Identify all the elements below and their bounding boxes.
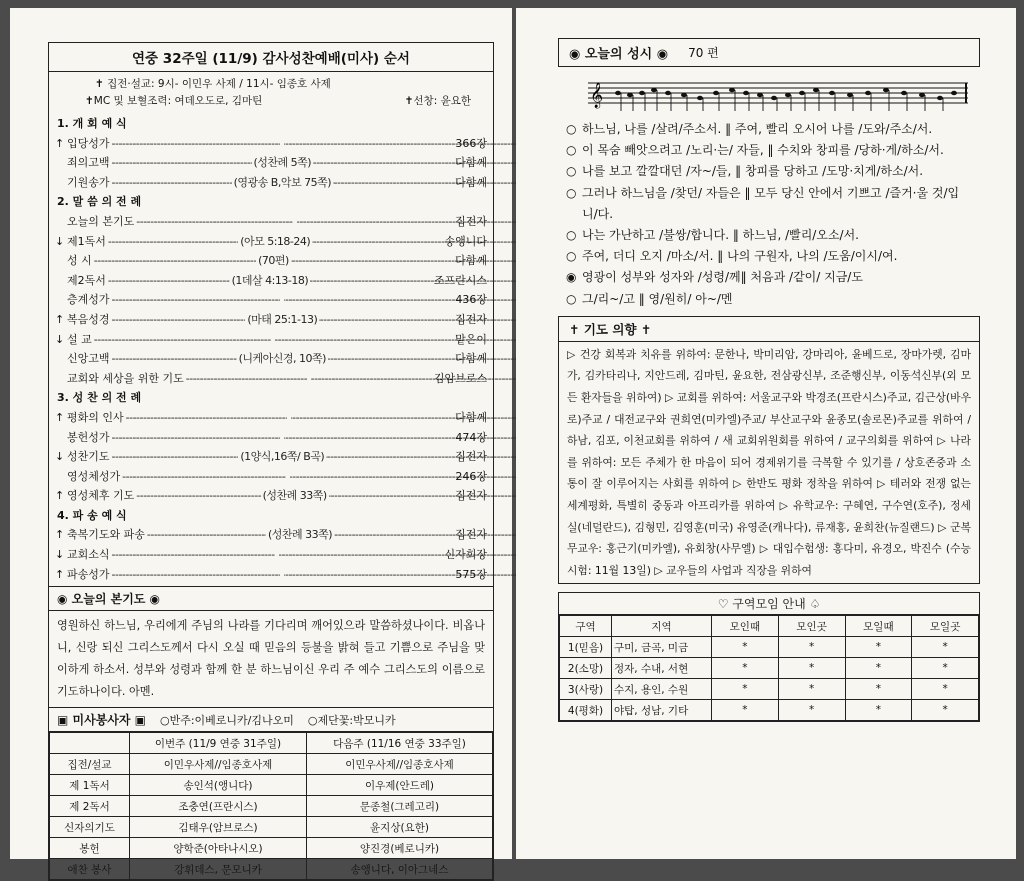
table-cell: 4(평화) <box>560 700 612 721</box>
item-note <box>287 408 291 428</box>
group-col-header: 모인곳 <box>778 616 845 637</box>
table-cell: 조충연(프란시스) <box>130 796 307 817</box>
table-cell: 양진경(베로니카) <box>306 838 492 859</box>
item-note: ----- (영광송 B,악보 75쪽) <box>232 173 333 193</box>
psalm-title: ◉ 오늘의 성시 ◉ <box>569 47 669 62</box>
item-value: 집전자 <box>455 214 487 228</box>
order-item <box>55 290 487 310</box>
item-name: 파송성가 <box>67 567 110 581</box>
verse-text: 나는 가난하고 /불쌍/합니다. ‖ 하느님, /빨리/오소/서. <box>582 228 859 243</box>
section-heading: 2. 말 씀 의 전 례 <box>57 195 142 209</box>
table-cell: 애찬 봉사 <box>50 859 130 880</box>
table-cell: * <box>912 679 979 700</box>
table-row <box>560 658 979 679</box>
item-name: 축복기도와 파송 <box>67 528 145 542</box>
verse-text: 주여, 더디 오지 /마소/서. ‖ 나의 구원자, 나의 /도움/이시/여. <box>582 249 898 264</box>
item-name: 죄의고백 <box>67 156 110 170</box>
table-cell: 제 2독서 <box>50 796 130 817</box>
table-cell: * <box>845 700 912 721</box>
order-item <box>55 251 487 271</box>
table-row <box>560 700 979 721</box>
cantor-line: ✝선창: 윤요한 <box>404 95 471 107</box>
item-note <box>271 330 275 350</box>
intent-title: ✝ 기도 의향 ✝ <box>558 316 980 342</box>
item-name: 성 시 <box>67 254 92 268</box>
table-row <box>560 679 979 700</box>
order-item <box>55 565 487 585</box>
order-item <box>55 173 487 193</box>
verse-bullet: ○ <box>566 164 577 179</box>
verse-text: 이 목숨 빼앗으려고 /노리·는/ 자들, ‖ 수치와 창피를 /당하·게/하소/서. <box>582 143 944 158</box>
verse-text: 영광이 성부와 성자와 /성령/께‖ 처음과 /같이/ 지금/도 <box>582 270 863 285</box>
table-cell: * <box>712 637 779 658</box>
servers-title: ▣ 미사봉사자 ▣ <box>57 713 146 728</box>
item-note <box>293 212 297 232</box>
order-item <box>55 408 487 428</box>
table-cell: 이민우사제//임종호사제 <box>306 754 492 775</box>
table-cell: 양학준(아타나시오) <box>130 838 307 859</box>
table-cell: 윤지상(요한) <box>306 817 492 838</box>
table-cell: 1(믿음) <box>560 637 612 658</box>
direction-arrow: ↑ <box>55 136 65 150</box>
verse-bullet: ○ <box>566 122 577 136</box>
item-value: 신자회장 <box>444 548 487 562</box>
item-value: 575장 <box>455 567 487 581</box>
item-name: 제2독서 <box>67 273 106 287</box>
order-item <box>55 525 487 545</box>
item-name: 영성체후 기도 <box>67 489 135 503</box>
item-note: ----- (마태 25:1-13) <box>245 310 319 330</box>
verse-text: 하느님, 나를 /살려/주소서. ‖ 주여, 빨리 오시어 나를 /도와/주소/서. <box>582 122 933 136</box>
section-heading: 4. 파 송 예 식 <box>57 508 127 522</box>
order-item <box>55 232 487 252</box>
item-note: ----- (1데살 4:13-18) <box>230 271 311 291</box>
music-notes-icon <box>588 77 968 117</box>
item-note: ----- (1양식,16쪽/ B곡) <box>238 447 326 467</box>
item-note <box>307 369 311 389</box>
direction-arrow: ↓ <box>55 548 65 562</box>
item-note: ----- (성찬례 33쪽) <box>261 486 329 506</box>
direction-arrow: ↑ <box>55 489 65 503</box>
item-value: 송앵니다 <box>444 234 487 248</box>
table-row <box>50 859 493 880</box>
item-value: 436장 <box>455 293 487 307</box>
table-cell: 수지, 용인, 수원 <box>612 679 712 700</box>
item-note: ----- (성찬례 5쪽) <box>252 153 314 173</box>
order-item <box>55 447 487 467</box>
officiant-line: ✝ 집전·설교: 9시- 이민우 사제 / 11시- 임종호 사제 <box>95 78 331 90</box>
table-cell: 정자, 수내, 서현 <box>612 658 712 679</box>
table-cell: * <box>912 658 979 679</box>
order-item <box>55 369 487 389</box>
table-cell: * <box>712 679 779 700</box>
item-value: 474장 <box>455 430 487 444</box>
item-value: 다함께 <box>455 254 487 268</box>
item-note <box>286 467 290 487</box>
section-heading: 3. 성 찬 의 전 례 <box>57 391 142 405</box>
table-cell: 이민우사제//임종호사제 <box>130 754 307 775</box>
order-item <box>55 153 487 173</box>
item-value: 다함께 <box>455 156 487 170</box>
verse-bullet: ○ <box>566 228 577 243</box>
psalm-verse <box>566 161 972 182</box>
table-cell: 이우제(안드레) <box>306 775 492 796</box>
psalm-text <box>558 119 980 310</box>
psalm-verse <box>566 246 972 267</box>
order-of-service <box>55 114 487 584</box>
servers-col-header <box>50 733 130 754</box>
direction-arrow: ↑ <box>55 312 65 326</box>
verse-text: 나를 보고 깔깔대던 /자~/들, ‖ 창피를 당하고 /도망·치게/하소/서. <box>582 164 924 179</box>
verse-text: 그/리~/고 ‖ 영/원히/ 아~/멘 <box>582 291 733 306</box>
item-note: ----- (아모 5:18-24) <box>238 232 312 252</box>
table-cell: * <box>778 658 845 679</box>
psalm-verse <box>566 267 972 288</box>
table-cell: 3(사랑) <box>560 679 612 700</box>
item-name: 제1독서 <box>67 234 106 248</box>
psalm-verse <box>566 183 972 225</box>
verse-bullet: ○ <box>566 291 577 306</box>
item-value: 집전자 <box>455 528 487 542</box>
intent-text: ▷ 건강 회복과 치유를 위하여: 문한나, 박미리암, 강마리아, 윤베드로, 장마가렛, 김마가, 김카타리나, 지안드레, 김마틴, 윤요한, 전삼광신부, 조준행신부, 이동석신부(외 모든 환자들을 위하여) ▷ 교회를 위하여: 서울교구와 박경조(프란시스)주교, 김근상(바우로)주교 / 대전교구와 권희연(미카엘)주교/ 부산교구와 윤종모(솔로몬)주교를 위하여 / 하남, 김포, 이천교회를 위하여 / 새 교회위원회를 위하여 / 교구의회를 위하여 ▷ 나라를 위하여: 모든 주체가 한 마음이 되어 경제위기를 극복할 수 있기를 / 상호존중과 소통이 잘 이루어지는 사회를 위하여 ▷ 한반도 평화 정착을 위하여 ▷ 테러와 전쟁 없는 세계평화, 특별히 중동과 아프리카를 위하여 ▷ 유학교우: 구혜연, 구수연(호주), 정세실(네덜란드), 김형민, 김영훈(미국) 유영준(캐나다), 류재홍, 윤희찬(뉴질랜드) ▷ 군복무교우: 홍근기(미카엘), 유회창(사무엘) ▷ 대입수험생: 홍다미, 유경오, 박진수 (수능시험: 11월 13일) ▷ 교우들의 사업과 직장을 위하여 <box>567 347 971 577</box>
section-heading: 1. 개 회 예 식 <box>57 117 127 130</box>
psalm-verse <box>566 289 972 310</box>
group-col-header: 지역 <box>612 616 712 637</box>
table-row <box>50 775 493 796</box>
item-value: 다함께 <box>455 175 487 189</box>
item-note <box>280 290 284 310</box>
order-item <box>55 545 487 565</box>
table-row <box>560 637 979 658</box>
svg-text:𝄞: 𝄞 <box>590 83 604 108</box>
table-cell: 구미, 금곡, 미금 <box>612 637 712 658</box>
psalm-number: 70 편 <box>688 46 719 60</box>
table-cell: * <box>712 658 779 679</box>
item-name: 설 교 <box>67 332 92 346</box>
verse-bullet: ○ <box>566 143 577 158</box>
group-title: ♡ 구역모임 안내 ♤ <box>559 593 979 615</box>
psalm-verse <box>566 119 972 140</box>
table-cell: 야탑, 성남, 기타 <box>612 700 712 721</box>
direction-arrow: ↑ <box>55 567 65 581</box>
table-cell: * <box>845 679 912 700</box>
group-col-header: 모인때 <box>712 616 779 637</box>
item-value: 246장 <box>455 469 487 483</box>
direction-arrow: ↓ <box>55 450 65 464</box>
item-name: 영성체성가 <box>67 469 121 483</box>
item-note: ----- (니케아신경, 10쪽) <box>237 349 328 369</box>
table-row <box>50 838 493 859</box>
item-name: 성찬기도 <box>67 450 110 464</box>
table-cell: 송인석(앵니다) <box>130 775 307 796</box>
table-cell: * <box>778 700 845 721</box>
order-item <box>55 310 487 330</box>
table-cell: 집전/설교 <box>50 754 130 775</box>
item-value: 집전자 <box>455 450 487 464</box>
table-cell: * <box>845 637 912 658</box>
table-cell: 문종철(그레고리) <box>306 796 492 817</box>
table-cell: 강휘데스, 문모니카 <box>130 859 307 880</box>
table-cell: 송앵니다, 이아그네스 <box>306 859 492 880</box>
item-name: 입당성가 <box>67 136 110 150</box>
item-name: 교회와 세상을 위한 기도 <box>67 371 184 385</box>
table-cell: 신자의기도 <box>50 817 130 838</box>
order-item <box>55 486 487 506</box>
item-value: 조프란시스 <box>433 273 487 287</box>
table-cell: * <box>912 700 979 721</box>
left-page <box>10 8 512 876</box>
item-note: ----- (성찬례 33쪽) <box>266 525 334 545</box>
item-note <box>280 565 284 585</box>
table-cell: 2(소망) <box>560 658 612 679</box>
group-col-header: 구역 <box>560 616 612 637</box>
group-col-header: 모일곳 <box>912 616 979 637</box>
table-cell: 제 1독서 <box>50 775 130 796</box>
psalm-verse <box>566 225 972 246</box>
direction-arrow: ↓ <box>55 234 65 248</box>
table-cell: * <box>912 637 979 658</box>
item-name: 기원송가 <box>67 175 110 189</box>
item-note <box>280 428 284 448</box>
item-name: 봉헌성가 <box>67 430 110 444</box>
order-item <box>55 212 487 232</box>
item-value: 366장 <box>455 136 487 150</box>
table-cell: * <box>778 637 845 658</box>
collect-title: ◉ 오늘의 본기도 ◉ <box>49 587 493 611</box>
item-value: 맡은이 <box>455 332 487 346</box>
item-name: 신앙고백 <box>67 352 110 366</box>
verse-bullet: ○ <box>566 249 577 264</box>
order-item <box>55 467 487 487</box>
table-row <box>50 796 493 817</box>
table-cell: * <box>712 700 779 721</box>
verse-bullet: ◉ <box>566 270 577 285</box>
item-value: 집전자 <box>455 312 487 326</box>
table-cell: * <box>845 658 912 679</box>
order-item <box>55 349 487 369</box>
music-staff <box>558 67 980 119</box>
group-col-header: 모일때 <box>845 616 912 637</box>
direction-arrow: ↑ <box>55 528 65 542</box>
psalm-verse <box>566 140 972 161</box>
table-cell: * <box>778 679 845 700</box>
servers-col-header: 이번주 (11/9 연중 31주일) <box>130 733 307 754</box>
servers-accompanist: ○반주:이베로니카/김나오미 <box>160 713 294 727</box>
verse-bullet: ○ <box>566 185 577 200</box>
order-item <box>55 330 487 350</box>
table-cell: 봉헌 <box>50 838 130 859</box>
item-name: 복음성경 <box>67 312 110 326</box>
item-value: 다함께 <box>455 410 487 424</box>
mc-line: ✝MC 및 보혈조력: 여데오도로, 김마틴 <box>85 95 263 107</box>
item-value: 집전자 <box>455 489 487 503</box>
item-name: 교회소식 <box>67 548 110 562</box>
item-note <box>275 545 279 565</box>
servers-table <box>49 732 493 880</box>
item-name: 층계성가 <box>67 293 110 307</box>
order-item <box>55 271 487 291</box>
item-name: 오늘의 본기도 <box>67 214 135 228</box>
item-note: ----- (70편) <box>256 251 291 271</box>
table-row <box>50 817 493 838</box>
servers-col-header: 다음주 (11/16 연중 33주일) <box>306 733 492 754</box>
item-value: 다함께 <box>455 352 487 366</box>
item-name: 평화의 인사 <box>67 410 124 424</box>
item-value: 김암브로스 <box>433 371 487 385</box>
order-item <box>55 134 487 154</box>
direction-arrow: ↓ <box>55 332 65 346</box>
group-table <box>559 615 979 721</box>
right-page <box>516 8 1016 859</box>
item-note <box>280 134 284 154</box>
order-title: 연중 32주일 (11/9) 감사성찬예배(미사) 순서 <box>48 42 494 72</box>
verse-text: 그러나 하느님을 /찾던/ 자들은 ‖ 모두 당신 안에서 기쁘고 /즐거·울 것/입니/다. <box>582 185 960 221</box>
table-row <box>50 754 493 775</box>
servers-flowers: ○제단꽃:박모니카 <box>307 713 396 727</box>
collect-text: 영원하신 하느님, 우리에게 주님의 나라를 기다리며 깨어있으라 말씀하셨나이다. 비옵나니, 신랑 되신 그리스도께서 다시 오실 때 믿음의 등불을 밝혀 들고 기쁨으로 주님을 맞이하게 하소서. 성부와 성령과 함께 한 분 하느님이신 우리 주 예수 그리스도의 이름으로 기도하나이다. 아멘. <box>57 619 485 699</box>
order-item <box>55 428 487 448</box>
direction-arrow: ↑ <box>55 410 65 424</box>
table-cell: 김태우(암브로스) <box>130 817 307 838</box>
